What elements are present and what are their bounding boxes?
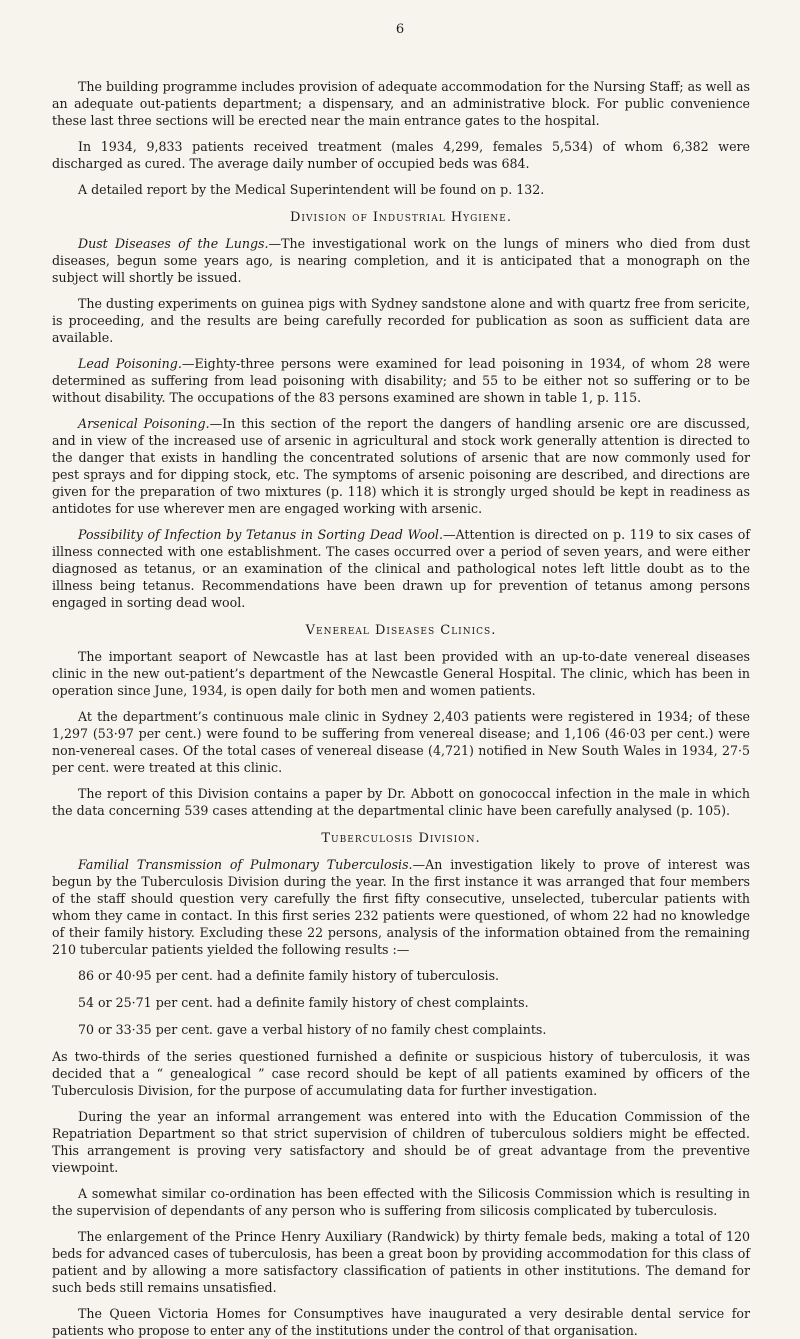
dust-diseases-paragraph [52,235,750,286]
familial-transmission-lead: Familial Transmission of Pulmonary Tuberculosis. [78,857,413,872]
venereal-diseases-heading: Venereal Diseases Clinics. [305,623,497,638]
sydney-clinic-paragraph: At the department’s continuous male clinic in Sydney 2,403 patients were registered in 1934; of these 1,297 (53·97 per cent.) were found to be suffering from venereal disease; and 1,106 (46·03 per cent.) were non-venereal cases. Of the total cases of venereal disease (4,721) notified in New South Wales in 1934, 27·5 per cent. were treated at this clinic. [52,709,750,775]
page-number: 6 [395,22,405,37]
arsenical-poisoning-paragraph [52,415,750,517]
dusting-experiments-paragraph: The dusting experiments on guinea pigs with Sydney sandstone alone and with quartz free from sericite, is proceeding, and the results are being carefully recorded for publication as soon as sufficient data are available. [52,296,750,345]
tetanus-text: —Attention is directed on p. 119 to six cases of illness connected with one establishment. The cases occurred over a period of seven years, and were either diagnosed as tetanus, or an examination of the clinical and pathological notes left little doubt as to the illness being tetanus. Recommendations have been drawn up for prevention of tetanus among persons engaged in sorting dead wool. [52,527,750,610]
silicosis-commission-paragraph: A somewhat similar co-ordination has been effected with the Silicosis Commission which is resulting in the supervision of dependants of any person who is suffering from silicosis complicated by tuberculosis. [52,1186,750,1218]
report-reference-paragraph: A detailed report by the Medical Superintendent will be found on p. 132. [78,182,545,197]
lead-poisoning-lead: Lead Poisoning. [78,356,182,371]
dust-diseases-lead: Dust Diseases of the Lungs. [78,236,269,251]
result-line: 86 or 40·95 per cent. had a definite family history of tuberculosis. [78,968,500,983]
tuberculosis-heading: Tuberculosis Division. [321,831,481,846]
tetanus-paragraph [52,526,750,611]
genealogical-record-paragraph: As two-thirds of the series questioned furnished a definite or suspicious history of tuberculosis, it was decided that a “ genealogical ” case record should be kept of all patients examined by officers of the Tuberculosis Division, for the purpose of accumulating data for further investigation. [52,1049,750,1098]
queen-victoria-homes-paragraph: The Queen Victoria Homes for Consumptives have inaugurated a very desirable dental service for patients who propose to enter any of the institutions under the control of that organisation. [52,1306,750,1338]
result-line: 70 or 33·35 per cent. gave a verbal history of no family chest complaints. [78,1022,547,1037]
treatment-paragraph: In 1934, 9,833 patients received treatment (males 4,299, females 5,534) of whom 6,382 were discharged as cured. The average daily number of occupied beds was 684. [52,139,750,171]
dust-diseases-text: —The investigational work on the lungs of miners who died from dust diseases, begun some years ago, is nearing completion, and it is anticipated that a monograph on the subject will shortly be issued. [52,236,750,285]
arsenical-poisoning-text: —In this section of the report the dangers of handling arsenic ore are discussed, and in view of the increased use of arsenic in agricultural and stock work generally attention is directed to the danger that exists in handling the concentrated solutions of arsenic that are now commonly used for pest sprays and for dipping stock, etc. The symptoms of arsenic poisoning are described, and directions are given for the preparation of two mixtures (p. 118) which it is strongly urged should be kept in readiness as antidotes for use wherever men are engaged working with arsenic. [52,416,750,516]
industrial-hygiene-heading: Division of Industrial Hygiene. [290,210,512,225]
newcastle-clinic-paragraph: The important seaport of Newcastle has at last been provided with an up-to-date venereal diseases clinic in the new out-patient’s department of the Newcastle General Hospital. The clinic, which has been in operation since June, 1934, is open daily for both men and women patients. [52,649,750,698]
lead-poisoning-paragraph [52,355,750,406]
familial-transmission-text: —An investigation likely to prove of interest was begun by the Tuberculosis Division during the year. In the first instance it was arranged that four members of the staff should question very carefully the first fifty consecutive, unselected, tubercular patients with whom they came in contact. In this first series 232 patients were questioned, of whom 22 had no knowledge of their family history. Excluding these 22 persons, analysis of the information obtained from the remaining 210 tubercular patients yielded the following results :— [52,857,750,957]
result-line: 54 or 25·71 per cent. had a definite family history of chest complaints. [78,995,529,1010]
tetanus-lead: Possibility of Infection by Tetanus in Sorting Dead Wool. [78,527,443,542]
education-commission-paragraph: During the year an informal arrangement was entered into with the Education Commission of the Repatriation Department so that strict supervision of children of tuberculous soldiers might be effected. This arrangement is proving very satisfactory and should be of great advantage from the preventive viewpoint. [52,1109,750,1175]
arsenical-poisoning-lead: Arsenical Poisoning. [78,416,210,431]
building-paragraph: The building programme includes provision of adequate accommodation for the Nursing Staff; as well as an adequate out-patients department; a dispensary, and an administrative block. For public convenience these last three sections will be erected near the main entrance gates to the hospital. [52,79,750,128]
lead-poisoning-text: —Eighty-three persons were examined for lead poisoning in 1934, of whom 28 were determined as suffering from lead poisoning with disability; and 55 to be either not so suffering or to be without disability. The occupations of the 83 persons examined are shown in table 1, p. 115. [52,356,750,405]
abbott-paper-paragraph: The report of this Division contains a paper by Dr. Abbott on gonococcal infection in the male in which the data concerning 539 cases attending at the departmental clinic have been carefully analysed (p. 105). [52,786,750,818]
familial-transmission-paragraph [52,856,750,958]
prince-henry-paragraph: The enlargement of the Prince Henry Auxiliary (Randwick) by thirty female beds, making a total of 120 beds for advanced cases of tuberculosis, has been a great boon by providing accommodation for this class of patient and by allowing a more satisfactory classification of patients in other institutions. The demand for such beds still remains unsatisfied. [52,1229,750,1295]
